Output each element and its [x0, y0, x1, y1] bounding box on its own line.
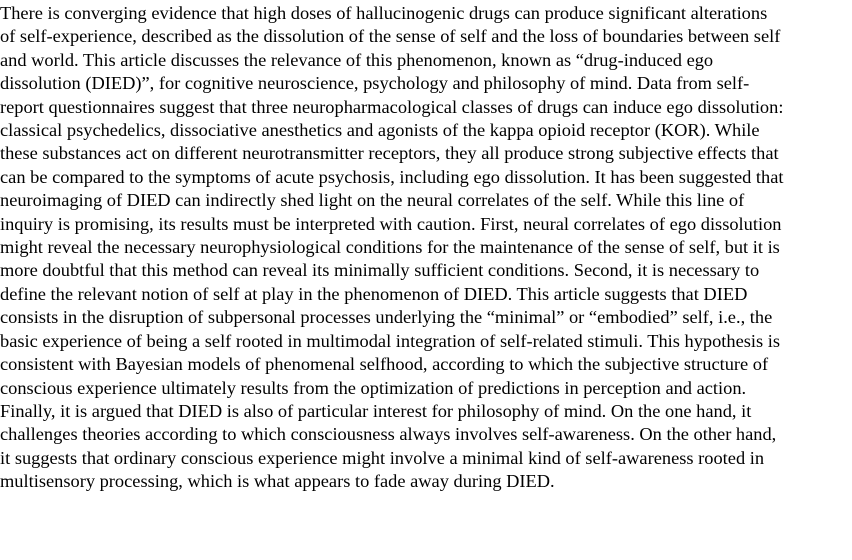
abstract-paragraph: [0, 2, 852, 494]
abstract-line-6: classical psychedelics, dissociative anesthetics and agonists of the kappa opioid receptor (KOR). While: [0, 120, 760, 141]
abstract-line-2: of self-experience, described as the dissolution of the sense of self and the loss of boundaries between self: [0, 26, 781, 47]
abstract-line-14: consists in the disruption of subpersonal processes underlying the “minimal” or “embodied” self, i.e., the: [0, 307, 773, 328]
abstract-line-12: more doubtful that this method can reveal its minimally sufficient conditions. Second, it is necessary to: [0, 260, 760, 281]
abstract-line-3: and world. This article discusses the relevance of this phenomenon, known as “drug-induced ego: [0, 49, 714, 70]
abstract-line-4: dissolution (DIED)”, for cognitive neuroscience, psychology and philosophy of mind. Data from self-: [0, 73, 750, 94]
abstract-line-10: inquiry is promising, its results must be interpreted with caution. First, neural correlates of ego dissolution: [0, 213, 782, 234]
abstract-line-17: conscious experience ultimately results from the optimization of predictions in perception and action.: [0, 377, 747, 398]
abstract-line-21: multisensory processing, which is what appears to fade away during DIED.: [0, 471, 555, 492]
abstract-line-18: Finally, it is argued that DIED is also of particular interest for philosophy of mind. On the one hand, it: [0, 400, 752, 421]
abstract-line-5: report questionnaires suggest that three neuropharmacological classes of drugs can induce ego dissolution:: [0, 96, 784, 117]
abstract-line-13: define the relevant notion of self at play in the phenomenon of DIED. This article suggests that DIED: [0, 283, 748, 304]
abstract-line-19: challenges theories according to which consciousness always involves self-awareness. On the other hand,: [0, 424, 777, 445]
abstract-line-16: consistent with Bayesian models of phenomenal selfhood, according to which the subjective structure of: [0, 354, 769, 375]
abstract-line-9: neuroimaging of DIED can indirectly shed light on the neural correlates of the self. While this line of: [0, 190, 745, 211]
abstract-line-15: basic experience of being a self rooted in multimodal integration of self-related stimuli. This hypothesis is: [0, 330, 781, 351]
abstract-line-11: might reveal the necessary neurophysiological conditions for the maintenance of the sense of self, but it is: [0, 237, 780, 258]
abstract-line-20: it suggests that ordinary conscious experience might involve a minimal kind of self-awareness rooted in: [0, 447, 765, 468]
abstract-line-8: can be compared to the symptoms of acute psychosis, including ego dissolution. It has been suggested that: [0, 166, 784, 187]
abstract-line-1: There is converging evidence that high doses of hallucinogenic drugs can produce significant alterations: [0, 3, 768, 23]
abstract-line-7: these substances act on different neurotransmitter receptors, they all produce strong subjective effects that: [0, 143, 779, 164]
